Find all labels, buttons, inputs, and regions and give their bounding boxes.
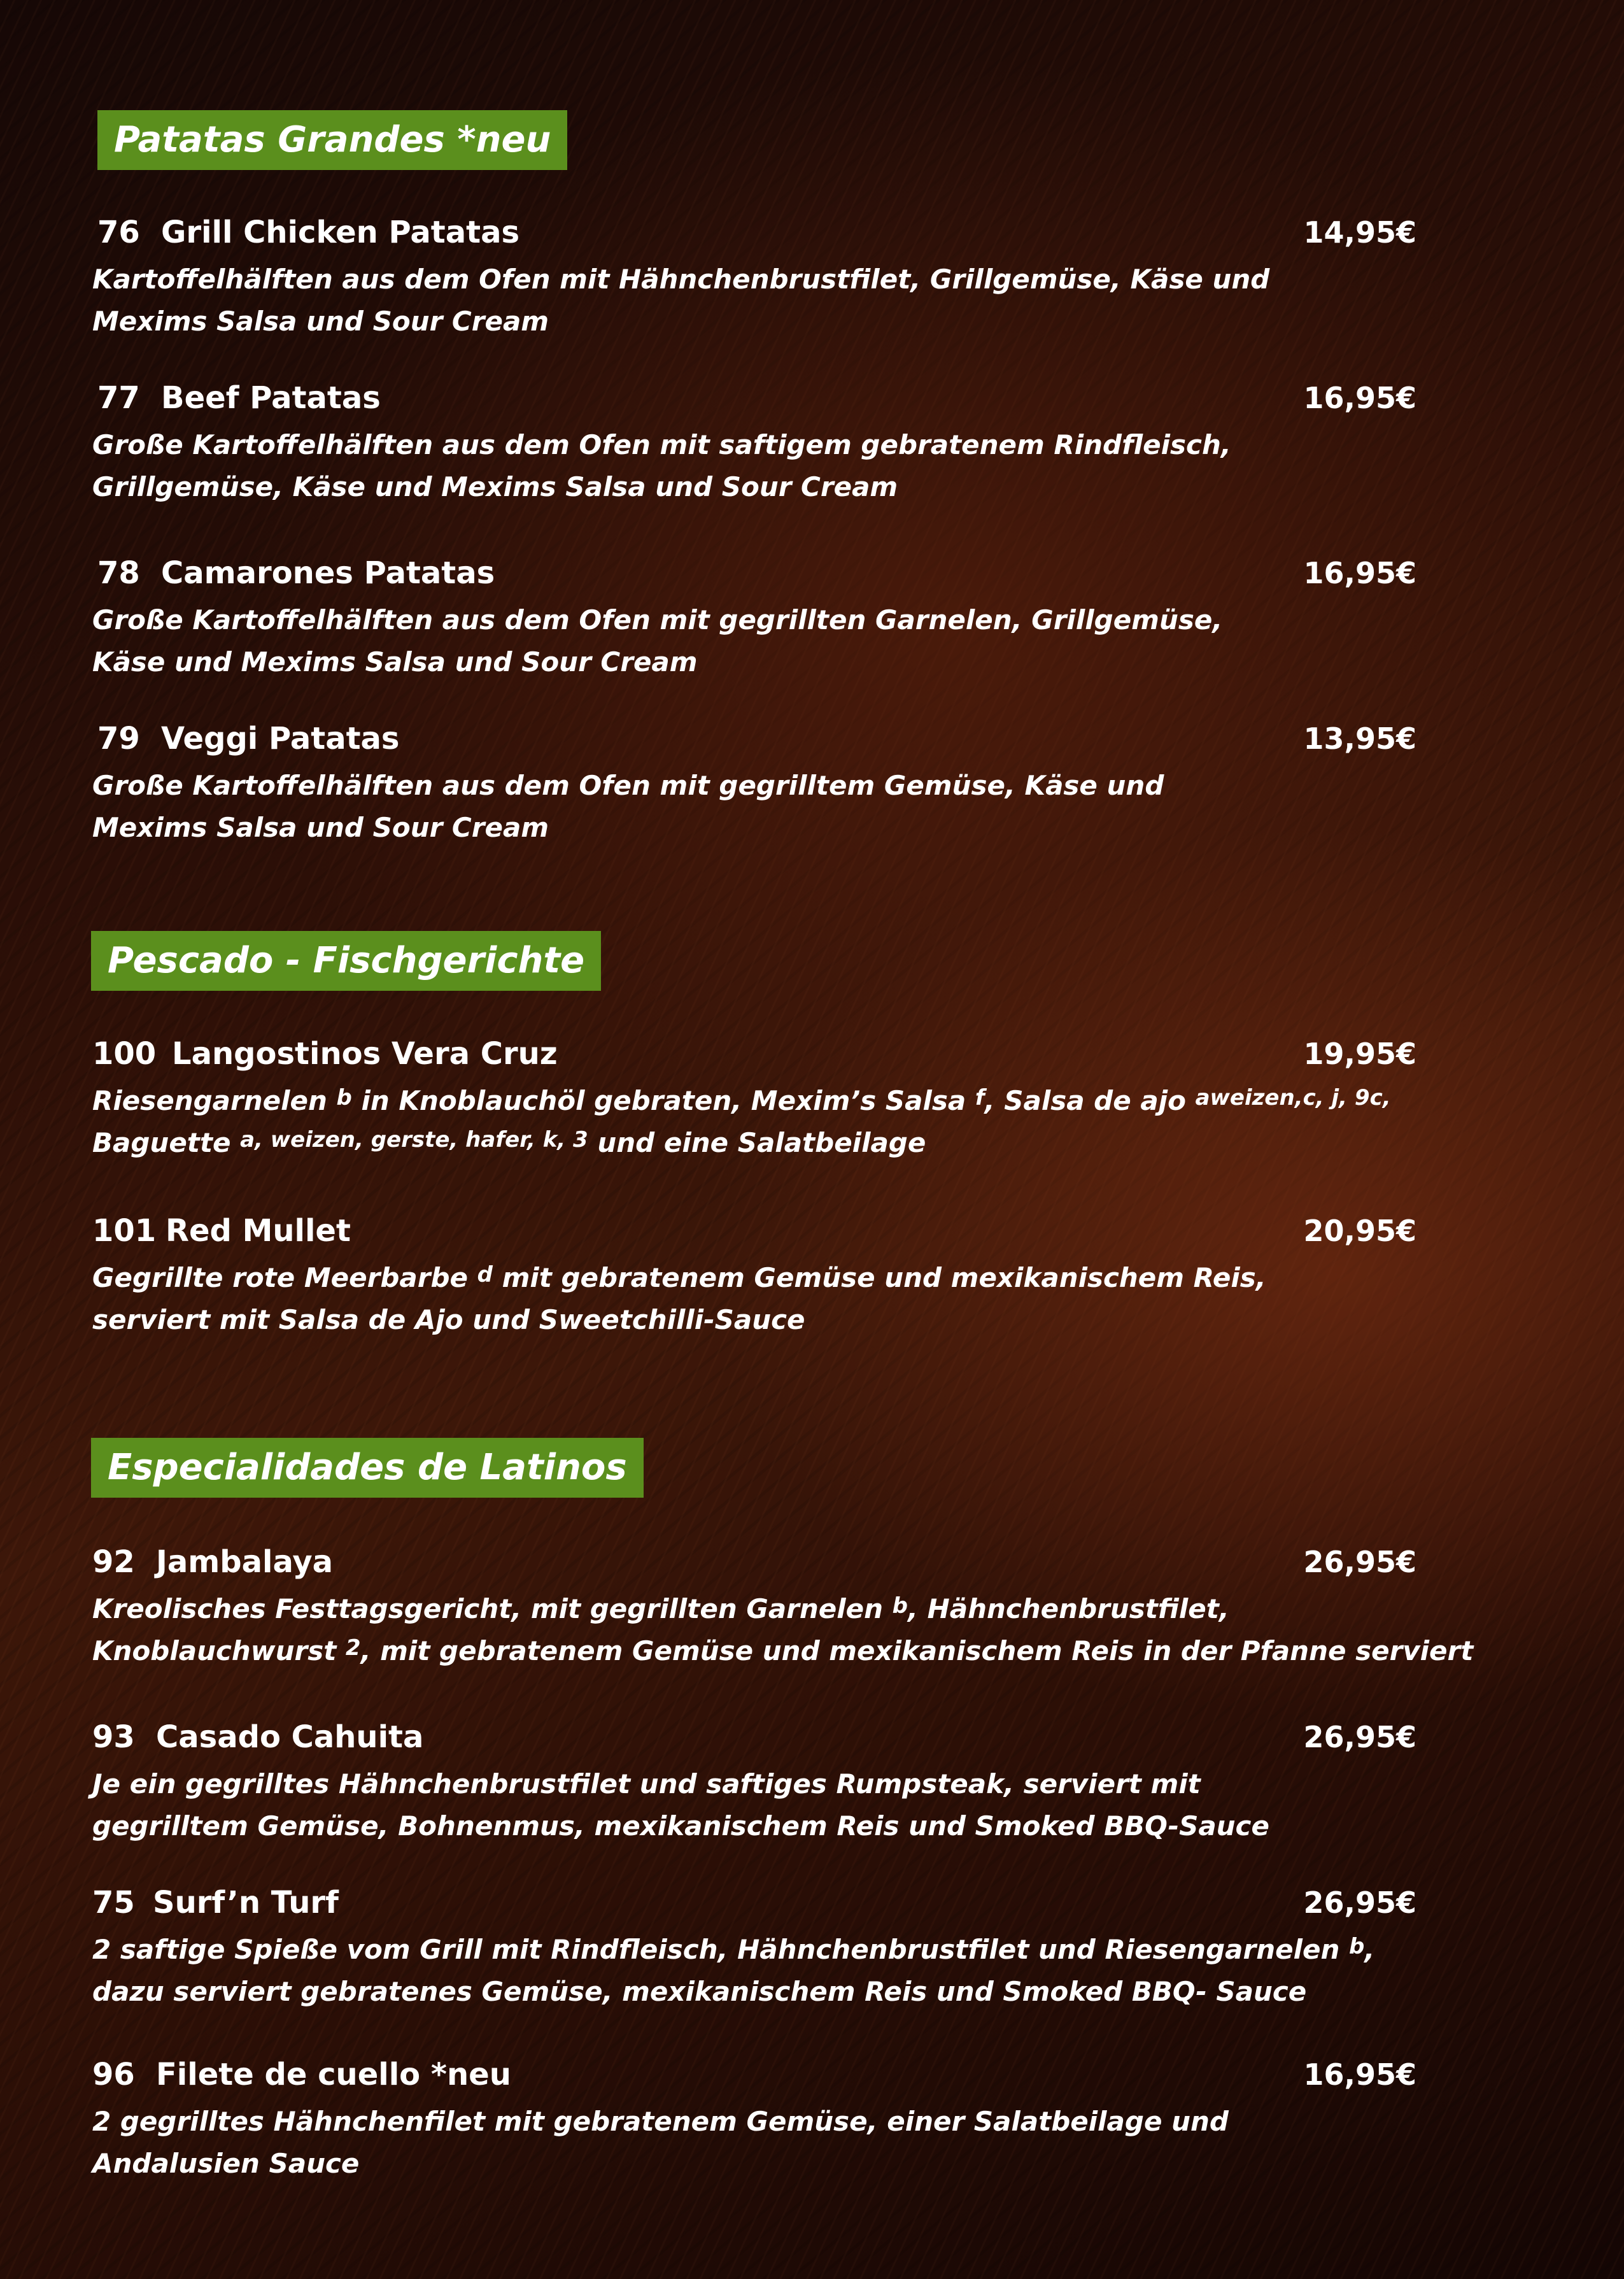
item-name: Red Mullet [166, 1213, 351, 1249]
desc-line: dazu serviert gebratenes Gemüse, mexikanischem Reis und Smoked BBQ- Sauce [92, 1976, 1307, 2007]
item-number: 100 [92, 1036, 157, 1072]
item-name: Camarones Patatas [161, 555, 495, 591]
item-price: 26,95€ [1303, 1545, 1416, 1579]
section-header-pescado: Pescado - Fischgerichte [91, 931, 601, 991]
item-name: Casado Cahuita [156, 1719, 424, 1755]
desc-line: Andalusien Sauce [92, 2148, 360, 2179]
menu-item [92, 376, 1416, 508]
item-number: 79 [97, 721, 140, 756]
item-price: 16,95€ [1303, 2057, 1416, 2092]
item-number: 96 [92, 2057, 135, 2092]
desc-line: Grillgemüse, Käse und Mexims Salsa und Sour Cream [92, 471, 898, 502]
desc-line: Mexims Salsa und Sour Cream [92, 812, 549, 843]
item-price: 14,95€ [1303, 215, 1416, 250]
item-price: 20,95€ [1303, 1214, 1416, 1248]
item-name: Grill Chicken Patatas [161, 215, 520, 250]
item-description [92, 765, 1416, 849]
desc-line: 2 saftige Spieße vom Grill mit Rindfleisch, Hähnchenbrustfilet und Riesengarnelen $^b$, [92, 1934, 1375, 1965]
item-name: Jambalaya [156, 1544, 334, 1580]
menu-item [92, 716, 1416, 849]
item-description [92, 599, 1416, 683]
section-header-especialidades: Especialidades de Latinos [91, 1438, 644, 1498]
item-price: 26,95€ [1303, 1885, 1416, 1920]
item-description [92, 1257, 1416, 1341]
desc-line: gegrilltem Gemüse, Bohnenmus, mexikanischem Reis und Smoked BBQ-Sauce [92, 1810, 1269, 1842]
item-description [92, 424, 1416, 508]
item-price: 13,95€ [1303, 721, 1416, 756]
item-description [92, 1763, 1416, 1847]
desc-line: Große Kartoffelhälften aus dem Ofen mit gegrillten Garnelen, Grillgemüse, [92, 604, 1223, 635]
item-number: 77 [97, 380, 140, 416]
menu-item [92, 2052, 1416, 2185]
menu-item [92, 210, 1416, 343]
item-description [92, 259, 1416, 343]
item-price: 16,95€ [1303, 381, 1416, 415]
item-price: 16,95€ [1303, 556, 1416, 590]
item-name: Surf’n Turf [153, 1885, 339, 1920]
menu-item [92, 1032, 1416, 1164]
desc-line: Baguette $^{a, weizen, gerste, hafer, k, 3}$ und eine Salatbeilage [92, 1127, 926, 1158]
desc-line: Große Kartoffelhälften aus dem Ofen mit gegrilltem Gemüse, Käse und [92, 770, 1164, 801]
item-price: 26,95€ [1303, 1720, 1416, 1754]
menu-item [92, 1880, 1416, 2013]
desc-line: Kreolisches Festtagsgericht, mit gegrillten Garnelen $^b$, Hähnchenbrustfilet, [92, 1593, 1229, 1624]
desc-line: Kartoffelhälften aus dem Ofen mit Hähnchenbrustfilet, Grillgemüse, Käse und [92, 264, 1270, 295]
item-number: 92 [92, 1544, 135, 1580]
item-name: Filete de cuello *neu [156, 2057, 511, 2092]
menu-item [92, 1715, 1416, 1847]
item-name: Beef Patatas [161, 380, 381, 416]
desc-line: Riesengarnelen $^b$ in Knoblauchöl gebraten, Mexim’s Salsa $^f$, Salsa de ajo $^{aweizen,c, j, 9c,}$ [92, 1085, 1391, 1116]
menu-item [92, 551, 1416, 683]
item-name: Veggi Patatas [161, 721, 400, 756]
item-description [92, 1080, 1416, 1164]
item-number: 78 [97, 555, 140, 591]
item-number: 76 [97, 215, 140, 250]
desc-line: serviert mit Salsa de Ajo und Sweetchilli-Sauce [92, 1304, 805, 1335]
item-description [92, 1588, 1474, 1672]
item-description [92, 1929, 1416, 2013]
desc-line: 2 gegrilltes Hähnchenfilet mit gebratenem Gemüse, einer Salatbeilage und [92, 2106, 1229, 2137]
section-header-patatas: Patatas Grandes *neu [97, 110, 567, 170]
item-price: 19,95€ [1303, 1037, 1416, 1071]
item-description [92, 2101, 1416, 2185]
desc-line: Käse und Mexims Salsa und Sour Cream [92, 646, 698, 678]
item-number: 93 [92, 1719, 135, 1755]
desc-line: Gegrillte rote Meerbarbe $^d$ mit gebratenem Gemüse und mexikanischem Reis, [92, 1262, 1266, 1293]
desc-line: Große Kartoffelhälften aus dem Ofen mit saftigem gebratenem Rindfleisch, [92, 429, 1231, 460]
item-number: 101 [92, 1213, 157, 1249]
item-number: 75 [92, 1885, 135, 1920]
item-name: Langostinos Vera Cruz [172, 1036, 558, 1072]
desc-line: Mexims Salsa und Sour Cream [92, 306, 549, 337]
desc-line: Knoblauchwurst $^2$, mit gebratenem Gemüse und mexikanischem Reis in der Pfanne serviert [92, 1635, 1474, 1666]
menu-item [92, 1540, 1474, 1672]
menu-item [92, 1209, 1416, 1341]
desc-line: Je ein gegrilltes Hähnchenbrustfilet und saftiges Rumpsteak, serviert mit [92, 1768, 1201, 1800]
